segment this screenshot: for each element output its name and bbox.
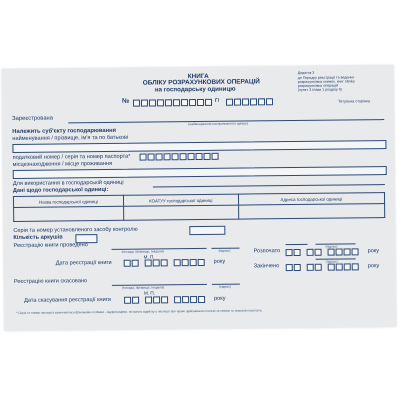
cell-address[interactable] <box>238 204 384 220</box>
owner-name-label: найменування / прізвище, ім'я та по батькові <box>12 134 129 142</box>
col-header-address: Адреса господарської одиниці <box>238 193 384 206</box>
sheets-label: Кількість аркушів <box>13 234 63 241</box>
footnote: * Серія та номер паспорта зазначаються фізичними особами - підприємцями, які мають відмітку у паспорті про право здійснювати платежі за серією та номером паспорта. <box>16 308 263 315</box>
closed-year-label: року <box>367 263 380 270</box>
appendix-line1: Додаток 3 <box>297 70 315 75</box>
usage-line[interactable] <box>153 184 385 187</box>
registered-sub: (найменування контролюючого органу) <box>188 121 248 127</box>
title-unit: на господарську одиницю <box>154 85 236 94</box>
device-label: Серія та номер установленого засобу контролю <box>13 226 138 234</box>
unit-data-label: Дані щодо господарської одиниці: <box>12 186 109 194</box>
book-suffix-cells[interactable] <box>226 98 274 106</box>
reg-position-sub: (посада, прізвище, ініціали) <box>121 249 164 254</box>
cancel-label: Реєстрацію книги скасовано <box>13 278 88 285</box>
cancel-date-cells[interactable] <box>124 296 206 304</box>
number-label: № <box>121 97 130 105</box>
registered-label: Зареєстрована <box>12 115 53 122</box>
location-field[interactable] <box>13 166 387 179</box>
closed-sig-sub: (підпис) <box>325 259 338 264</box>
appendix-line2: до Порядку реєстрації та ведення <box>297 75 355 80</box>
cancel-stamp-label: М. П. <box>143 290 155 296</box>
reg-stamp-label: М. П. <box>143 254 155 260</box>
opened-sig-line[interactable] <box>285 244 307 245</box>
closed-label: Закінчено <box>253 263 280 270</box>
col-header-koatuu: КОАТУУ господарської одиниці <box>123 194 238 206</box>
usage-label: Для використання в господарській одиниці <box>12 179 124 187</box>
reg-date-cells[interactable] <box>124 259 206 267</box>
cancel-year-label: року <box>214 295 226 302</box>
appendix-line3: розрахункових книжок, книг обліку <box>297 79 355 84</box>
appendix-line5: (пункт 3 глави 1 розділу II) <box>297 87 342 92</box>
title-page-label: Титульна сторінка <box>337 99 370 104</box>
cancel-position-sub: (посада, прізвище, ініціали) <box>121 285 165 290</box>
cell-name[interactable] <box>14 206 124 221</box>
title-accounting: ОБЛІКУ РОЗРАХУНКОВИХ ОПЕРАЦІЙ <box>142 78 260 87</box>
unit-table <box>13 192 385 222</box>
opened-label: Розпочато <box>253 248 281 255</box>
reg-date-label: Дата реєстрації книги <box>55 259 112 267</box>
appendix-line4: розрахункових операцій <box>297 83 339 88</box>
cancel-date-label: Дата скасування реєстрації книги <box>24 296 111 304</box>
reg-done-label: Реєстрацію книги проведено <box>13 242 88 249</box>
opened-sig-sub: (підпис) <box>325 244 338 249</box>
tax-number-label: податковий номер / серія та номер паспорта* <box>12 153 131 161</box>
location-label: місцезнаходження / місце проживання <box>12 160 113 168</box>
title-book: КНИГА <box>187 72 209 81</box>
cell-koatuu[interactable] <box>123 205 238 220</box>
device-series-field[interactable] <box>189 226 225 235</box>
form-sheet <box>2 65 397 331</box>
g-label: Г/ <box>214 97 220 104</box>
reg-year-label: року <box>213 258 226 265</box>
col-header-name: Назва господарської одиниці <box>13 195 123 207</box>
book-number-cells[interactable] <box>133 99 213 107</box>
opened-year-label: року <box>367 248 380 255</box>
owner-name-field[interactable] <box>12 140 386 153</box>
tax-number-cells[interactable] <box>140 153 220 161</box>
cancel-signature-sub: (підпис) <box>218 284 231 289</box>
reg-signature-sub: (підпис) <box>218 248 231 253</box>
owner-label: Належить суб'єкту господарювання <box>12 127 116 135</box>
